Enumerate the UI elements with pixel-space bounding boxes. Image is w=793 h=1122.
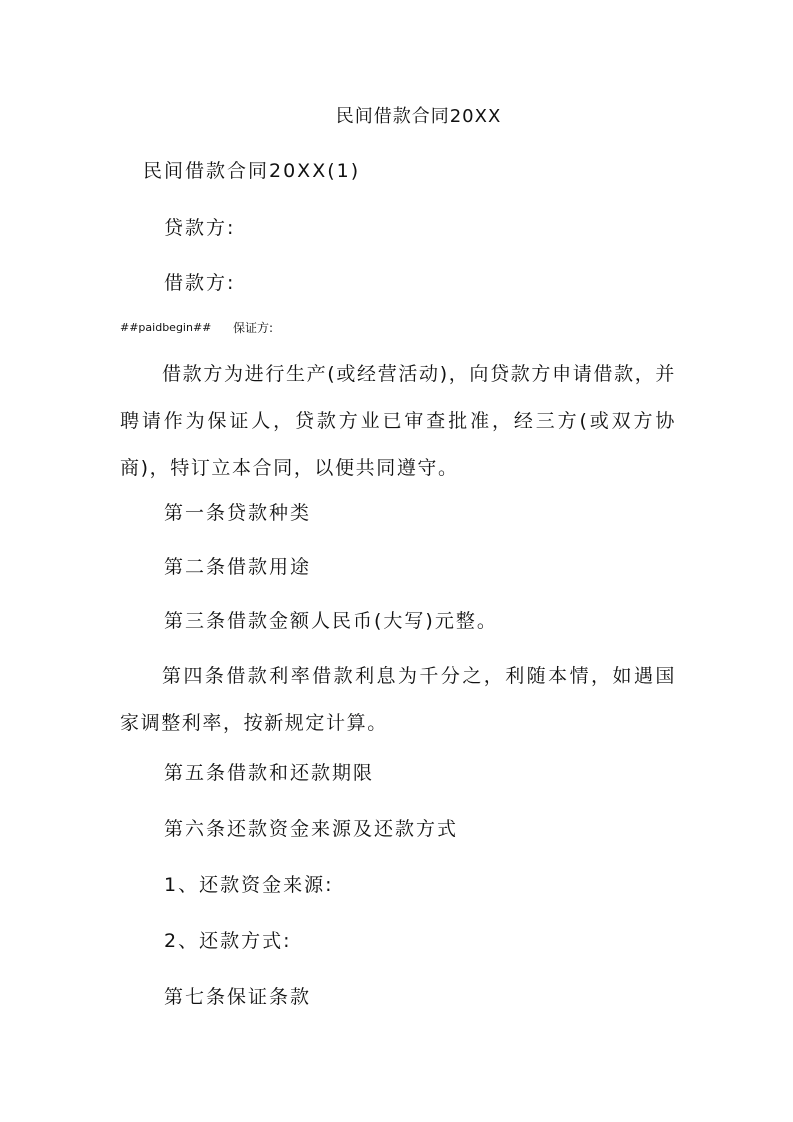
article-4: 第四条借款利率借款利息为千分之，利随本情，如遇国家调整利率，按新规定计算。 — [120, 665, 676, 734]
article-7: 第七条保证条款 — [164, 986, 312, 1008]
paid-marker: ##paidbegin## — [120, 321, 212, 334]
borrower-label: 借款方: — [164, 272, 236, 294]
document-subtitle: 民间借款合同20XX(1) — [143, 160, 361, 182]
item-2: 2、还款方式: — [164, 930, 292, 952]
document-title: 民间借款合同20XX — [335, 106, 502, 127]
guarantor-label: 保证方: — [233, 321, 274, 335]
article-2: 第二条借款用途 — [164, 556, 312, 578]
item-1: 1、还款资金来源: — [164, 874, 334, 896]
article-5: 第五条借款和还款期限 — [164, 762, 375, 784]
intro-paragraph: 借款方为进行生产(或经营活动)，向贷款方申请借款，并聘请作为保证人，贷款方业已审查批准，经三方(或双方协商)，特订立本合同，以便共同遵守。 — [120, 363, 676, 479]
lender-label: 贷款方: — [164, 217, 236, 239]
article-1: 第一条贷款种类 — [164, 502, 312, 524]
article-6: 第六条还款资金来源及还款方式 — [164, 818, 459, 840]
article-3: 第三条借款金额人民币(大写)元整。 — [164, 610, 498, 632]
